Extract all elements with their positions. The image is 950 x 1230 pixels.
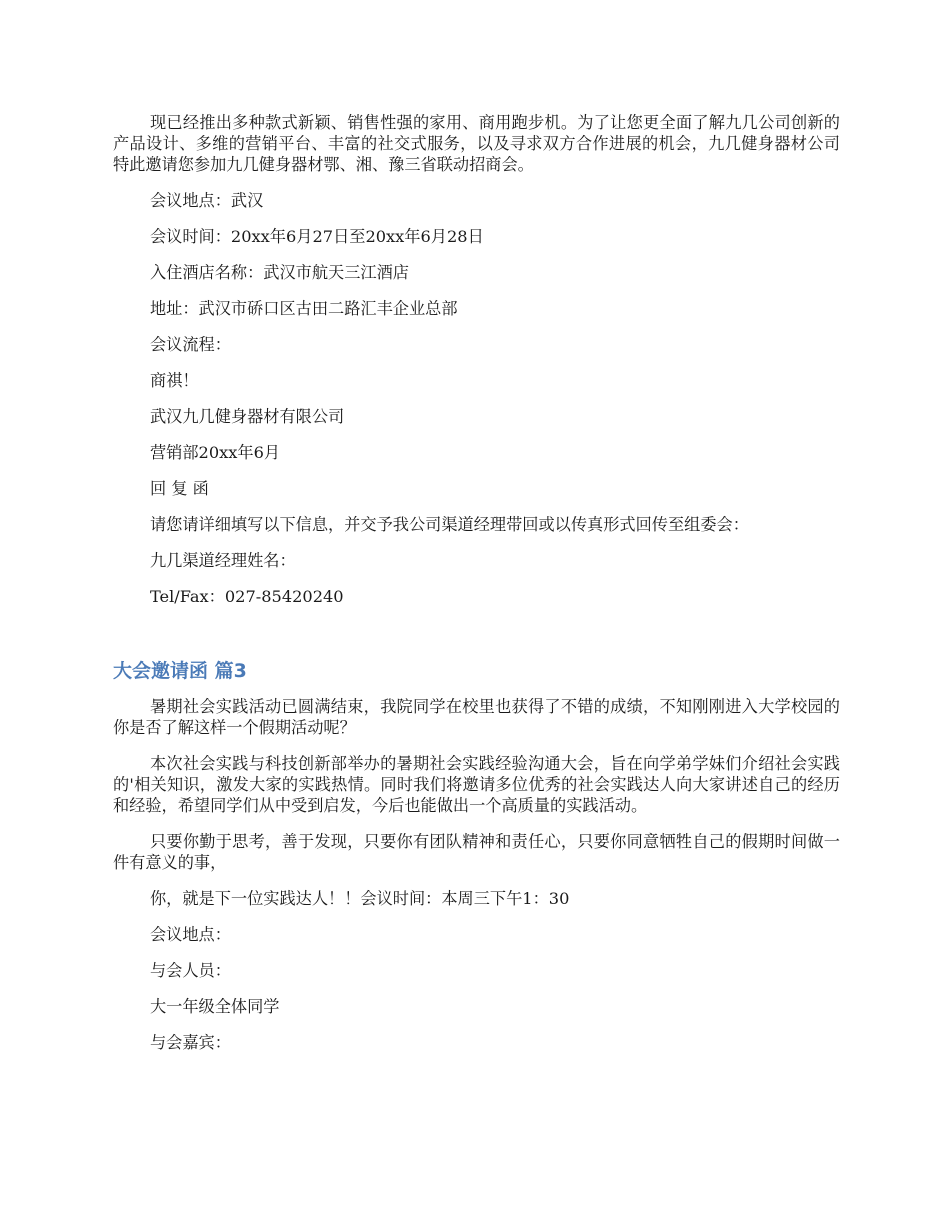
manager-name-line: 九几渠道经理姓名：: [150, 551, 296, 570]
body-paragraph: 暑期社会实践活动已圆满结束，我院同学在校里也获得了不错的成绩，不知刚刚进入大学校园的你是否了解这样一个假期活动呢？: [113, 697, 840, 737]
intro-paragraph: 现已经推出多种款式新颖、销售性强的家用、商用跑步机。为了让您更全面了解九几公司创新的产品设计、多维的营销平台、丰富的社交式服务，以及寻求双方合作进展的机会，九几健身器材公司特此邀请您参加九几健身器材鄂、湘、豫三省联动招商会。: [113, 113, 840, 174]
address-line: 地址：武汉市硚口区古田二路汇丰企业总部: [150, 299, 458, 318]
department-date-line: 营销部20xx年6月: [150, 443, 281, 462]
meeting-time-line: 会议时间：20xx年6月27日至20xx年6月28日: [150, 227, 484, 246]
reply-title-line: 回 复 函: [150, 479, 209, 498]
guests-line: 与会嘉宾：: [150, 1033, 231, 1052]
document-page: [113, 112, 840, 1053]
reply-instruction-line: 请您请详细填写以下信息，并交予我公司渠道经理带回或以传真形式回传至组委会：: [150, 515, 749, 534]
attendees-line: 与会人员：: [150, 961, 231, 980]
meeting-location-line: 会议地点：武汉: [150, 191, 264, 210]
section-title: 大会邀请函 篇3: [113, 660, 247, 682]
agenda-line: 会议流程：: [150, 335, 231, 354]
meeting-time-line: 你，就是下一位实践达人！！会议时间：本周三下午1：30: [150, 889, 570, 908]
body-paragraph: 只要你勤于思考，善于发现，只要你有团队精神和责任心，只要你同意牺牲自己的假期时间做一件有意义的事，: [113, 832, 840, 872]
meeting-location-line: 会议地点：: [150, 925, 231, 944]
closing-line: 商祺！: [150, 371, 199, 390]
hotel-name-line: 入住酒店名称：武汉市航天三江酒店: [150, 263, 409, 282]
company-name-line: 武汉九几健身器材有限公司: [150, 407, 345, 426]
body-paragraph: 本次社会实践与科技创新部举办的暑期社会实践经验沟通大会，旨在向学弟学妹们介绍社会实践的'相关知识，激发大家的实践热情。同时我们将邀请多位优秀的社会实践达人向大家讲述自己的经历和经验，希望同学们从中受到启发，今后也能做出一个高质量的实践活动。: [113, 754, 840, 815]
attendees-detail-line: 大一年级全体同学: [150, 997, 280, 1016]
tel-fax-line: Tel/Fax：027-85420240: [150, 587, 344, 606]
